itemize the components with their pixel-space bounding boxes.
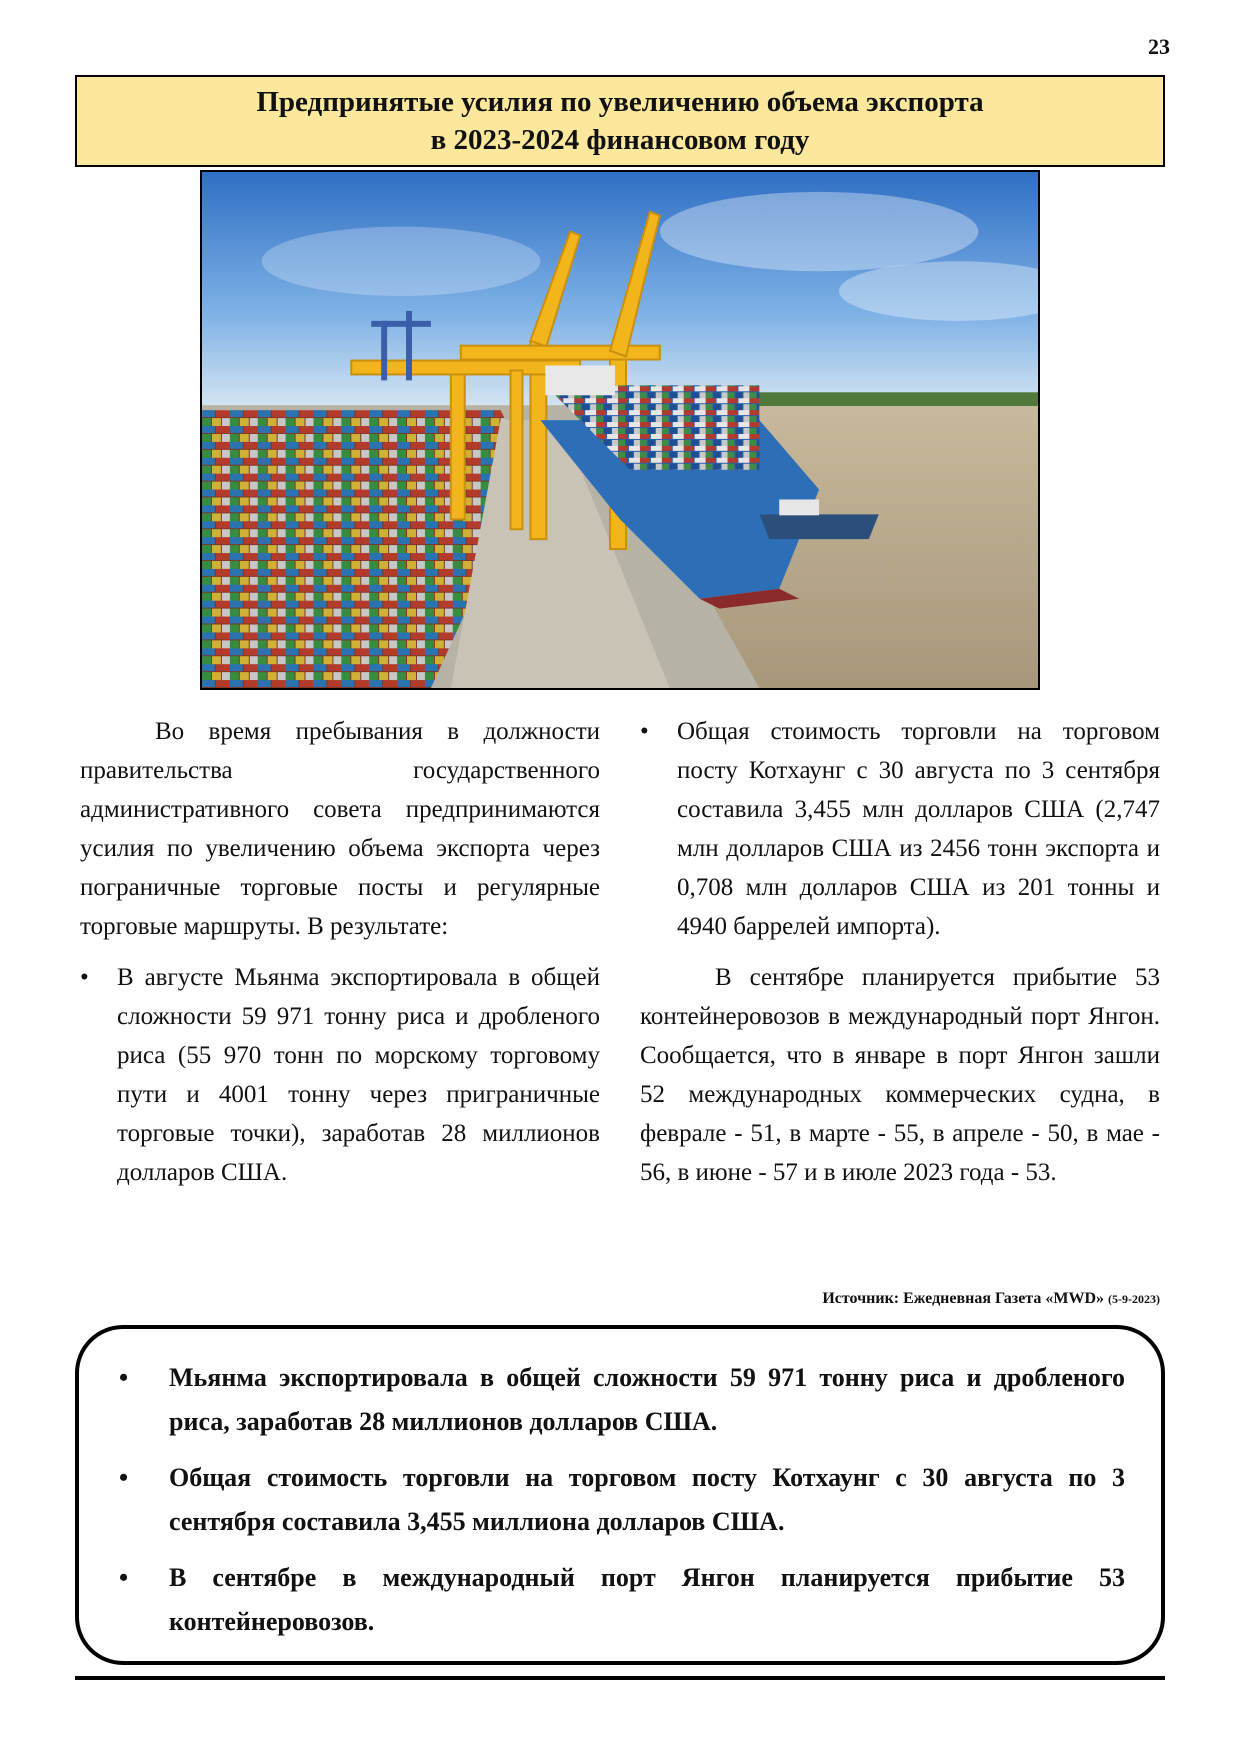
list-item — [640, 712, 1160, 946]
title-line-1: Предпринятые усилия по увеличению объема экспорта — [256, 86, 984, 118]
rice-export-text: В августе Мьянма экспортировала в общей сложности 59 971 тонну риса и дробленого риса (55 970 тонн по морскому торговому пути и 4001 тонну через приграничные торговые точки), заработав 28 миллионов долларов США. — [117, 964, 600, 1186]
summary-box — [75, 1325, 1165, 1665]
bullet-icon: • — [119, 1363, 129, 1392]
summary-item-text: Общая стоимость торговли на торговом посту Котхаунг с 30 августа по 3 сентября составила 3,455 миллиона долларов США. — [169, 1463, 1125, 1536]
list-item — [119, 1356, 1125, 1444]
container-port-photo — [200, 170, 1040, 690]
source-date: (5-9-2023) — [1108, 1292, 1160, 1306]
bullet-icon: • — [119, 1563, 129, 1592]
title-banner — [75, 75, 1165, 167]
title-line-2: в 2023-2024 финансовом году — [430, 124, 810, 156]
yangon-port-paragraph: В сентябре планируется прибытие 53 контейнеровозов в международный порт Янгон. Сообщается, что в январе в порт Янгон зашли 52 международных коммерческих судна, в феврале - 51, в марте - 55, в апреле - 50, в мае - 56, в июне - 57 и в июле 2023 года - 53. — [640, 964, 1160, 1186]
summary-list — [119, 1356, 1125, 1644]
summary-item-text: Мьянма экспортировала в общей сложности 59 971 тонну риса и дробленого риса, заработав 28 миллионов долларов США. — [169, 1363, 1125, 1436]
list-item — [119, 1456, 1125, 1544]
kawthaung-trade-text: Общая стоимость торговли на торговом посту Котхаунг с 30 августа по 3 сентября составила 3,455 млн долларов США (2,747 млн долларов США из 2456 тонн экспорта и 0,708 млн долларов США из 201 тонны и 4940 баррелей импорта). — [677, 718, 1160, 940]
list-item — [80, 958, 600, 1192]
summary-item-text: В сентябре в международный порт Янгон планируется прибытие 53 контейнеровозов. — [169, 1563, 1125, 1636]
list-item — [119, 1556, 1125, 1644]
bottom-divider — [75, 1676, 1165, 1680]
bullet-icon: • — [119, 1463, 129, 1492]
bullet-icon: • — [80, 964, 89, 991]
bullet-icon: • — [640, 718, 649, 745]
right-column — [640, 712, 1160, 1204]
left-bullet-list — [80, 958, 600, 1192]
right-bullet-list — [640, 712, 1160, 946]
left-column — [80, 712, 600, 1204]
page-number: 23 — [1148, 34, 1170, 59]
intro-paragraph: Во время пребывания в должности правительства государственного административного совета предпринимаются усилия по увеличению объема экспорта через пограничные торговые посты и регулярные торговые маршруты. В результате: — [80, 718, 600, 940]
source-text: Источник: Ежедневная Газета «MWD» — [822, 1290, 1105, 1307]
source-citation — [640, 1290, 1160, 1308]
